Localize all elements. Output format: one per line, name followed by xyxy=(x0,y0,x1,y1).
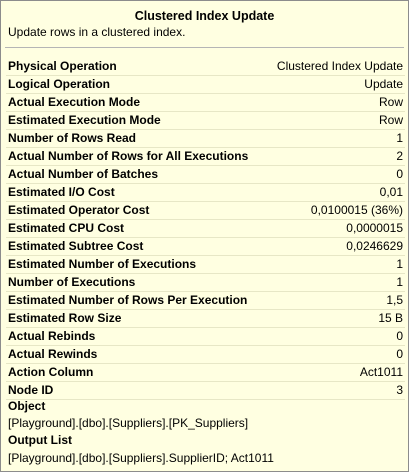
property-name: Estimated Number of Rows Per Execution xyxy=(8,293,248,307)
property-row-number-of-executions xyxy=(6,274,405,292)
property-value: 0 xyxy=(396,329,403,343)
property-value: 1,5 xyxy=(386,293,403,307)
output-list-value: [Playground].[dbo].[Suppliers].SupplierID; Act1011 xyxy=(8,451,274,465)
property-value: 0 xyxy=(396,347,403,361)
property-value: 3 xyxy=(396,383,403,397)
property-value: 0 xyxy=(396,167,403,181)
operator-title: Clustered Index Update xyxy=(134,9,275,23)
property-value: 1 xyxy=(396,131,403,145)
property-value: Update xyxy=(364,77,403,91)
property-value: 0,0000015 xyxy=(346,221,403,235)
property-row-actual-rewinds xyxy=(6,346,405,364)
object-label: Object xyxy=(8,399,46,413)
property-row-logical-operation xyxy=(6,76,405,94)
property-name: Number of Rows Read xyxy=(8,131,137,145)
property-value: 0,0246629 xyxy=(346,239,403,253)
property-name: Actual Number of Batches xyxy=(8,167,159,181)
property-row-number-of-rows-read xyxy=(6,130,405,148)
operator-description: Update rows in a clustered index. xyxy=(8,25,186,39)
properties-table xyxy=(6,58,405,400)
property-name: Estimated Execution Mode xyxy=(8,113,161,127)
property-name: Estimated I/O Cost xyxy=(8,185,115,199)
property-row-action-column xyxy=(6,364,405,382)
property-name: Estimated Subtree Cost xyxy=(8,239,144,253)
property-name: Actual Number of Rows for All Executions xyxy=(8,149,249,163)
property-row-estimated-subtree-cost xyxy=(6,238,405,256)
property-row-actual-rows-all-executions xyxy=(6,148,405,166)
property-name: Estimated Row Size xyxy=(8,311,122,325)
property-name: Node ID xyxy=(8,383,54,397)
property-name: Actual Execution Mode xyxy=(8,95,141,109)
property-value: 2 xyxy=(396,149,403,163)
property-value: Row xyxy=(378,113,403,127)
property-name: Action Column xyxy=(8,365,94,379)
property-row-estimated-rows-per-execution xyxy=(6,292,405,310)
property-name: Physical Operation xyxy=(8,59,117,73)
property-row-actual-execution-mode xyxy=(6,94,405,112)
output-list-label: Output List xyxy=(8,433,72,447)
property-value: Row xyxy=(378,95,403,109)
object-value: [Playground].[dbo].[Suppliers].[PK_Suppliers] xyxy=(8,416,249,430)
property-row-estimated-operator-cost xyxy=(6,202,405,220)
property-row-estimated-execution-mode xyxy=(6,112,405,130)
property-name: Actual Rewinds xyxy=(8,347,98,361)
property-name: Logical Operation xyxy=(8,77,111,91)
property-value: 0,01 xyxy=(379,185,403,199)
property-name: Estimated Operator Cost xyxy=(8,203,150,217)
property-row-estimated-row-size xyxy=(6,310,405,328)
property-name: Actual Rebinds xyxy=(8,329,96,343)
property-name: Number of Executions xyxy=(8,275,136,289)
property-row-estimated-io-cost xyxy=(6,184,405,202)
property-name: Estimated CPU Cost xyxy=(8,221,125,235)
property-row-physical-operation xyxy=(6,58,405,76)
property-row-estimated-cpu-cost xyxy=(6,220,405,238)
property-value: 0,0100015 (36%) xyxy=(310,203,403,217)
divider xyxy=(5,47,404,48)
property-value: 15 B xyxy=(378,311,403,325)
property-value: Act1011 xyxy=(359,365,403,379)
property-row-estimated-number-of-executions xyxy=(6,256,405,274)
property-row-actual-number-of-batches xyxy=(6,166,405,184)
property-value: 1 xyxy=(396,257,403,271)
property-value: 1 xyxy=(396,275,403,289)
property-name: Estimated Number of Executions xyxy=(8,257,197,271)
property-row-node-id xyxy=(6,382,405,400)
property-value: Clustered Index Update xyxy=(276,59,403,73)
property-row-actual-rebinds xyxy=(6,328,405,346)
